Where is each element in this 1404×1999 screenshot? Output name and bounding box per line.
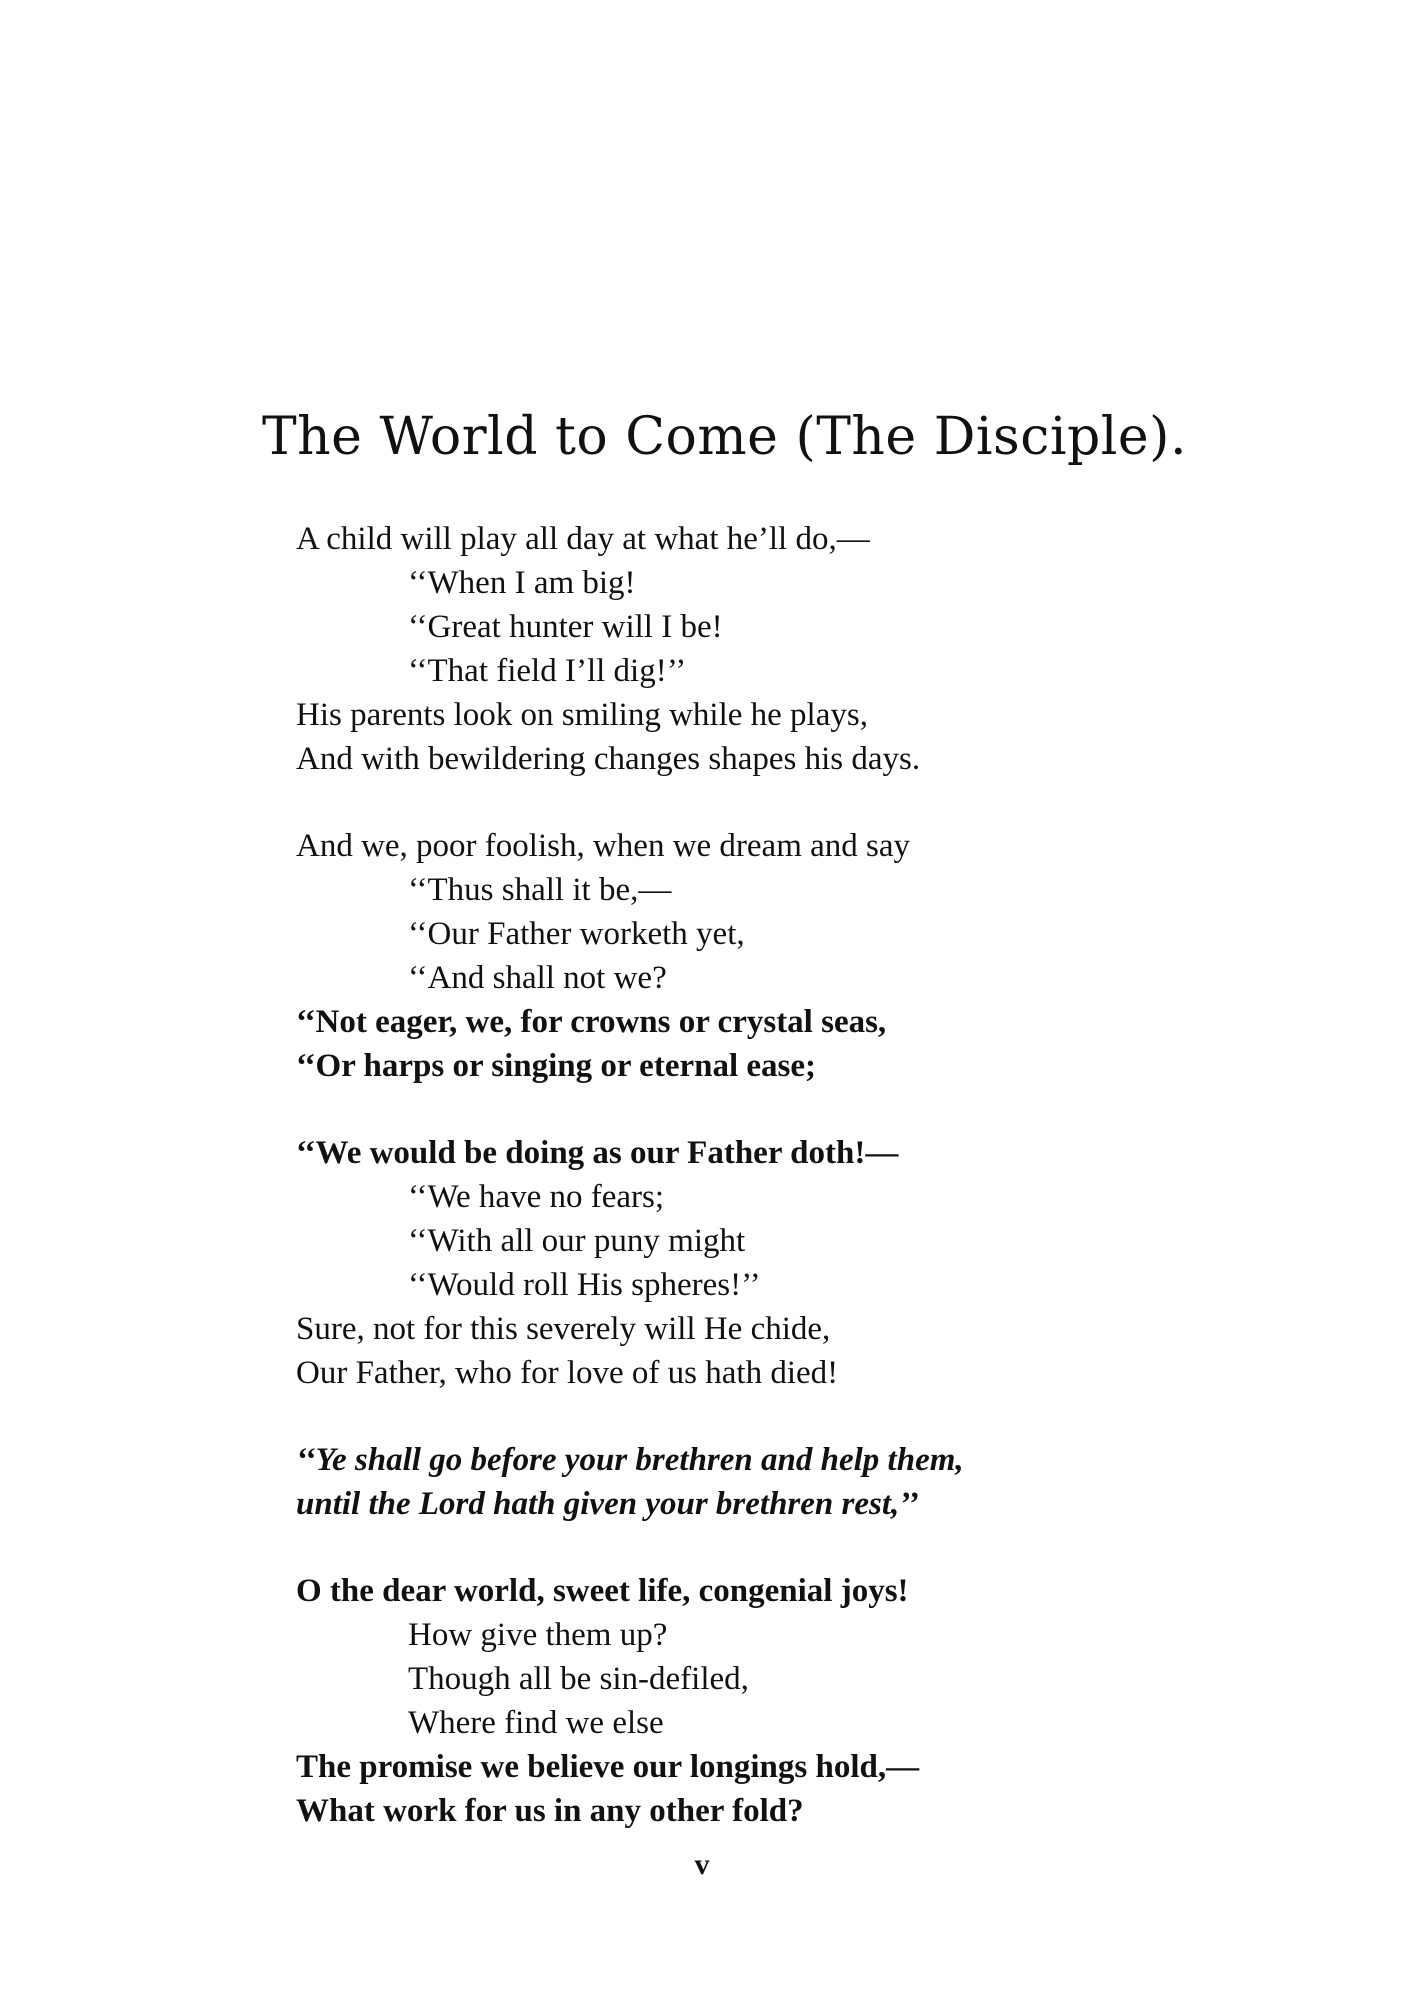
stanza-3: [296, 1131, 1346, 1395]
poem-line: ‘‘With all our puny might: [408, 1223, 746, 1259]
poem-line: ‘‘Not eager, we, for crowns or crystal seas,: [296, 1004, 887, 1040]
poem-line: How give them up?: [408, 1617, 668, 1653]
poem-title: The World to Come (The Disciple).: [262, 407, 1187, 467]
poem-line: ‘‘Our Father worketh yet,: [408, 916, 745, 952]
poem-line: ‘‘That field I’ll dig!’’: [408, 653, 687, 689]
poem-line: The promise we believe our longings hold,—: [296, 1749, 920, 1785]
poem-line: His parents look on smiling while he plays,: [296, 697, 868, 733]
scripture-quote: [296, 1438, 1346, 1526]
poem-line: O the dear world, sweet life, congenial joys!: [296, 1573, 909, 1609]
poem-line: ‘‘Great hunter will I be!: [408, 609, 723, 645]
poem-line: What work for us in any other fold?: [296, 1793, 804, 1829]
poem-line: ‘‘Or harps or singing or eternal ease;: [296, 1048, 817, 1084]
poem-line: And we, poor foolish, when we dream and say: [296, 828, 911, 864]
stanza-1: [296, 517, 1346, 781]
poem-line: ‘‘Thus shall it be,—: [408, 872, 672, 908]
quote-line: ‘‘Ye shall go before your brethren and help them,: [296, 1442, 964, 1478]
stanza-4: [296, 1569, 1346, 1833]
poem-line: Where find we else: [408, 1705, 664, 1741]
poem-line: ‘‘We have no fears;: [408, 1179, 665, 1215]
stanza-2: [296, 824, 1346, 1088]
quote-line: until the Lord hath given your brethren rest,’’: [296, 1486, 919, 1522]
poem-line: ‘‘And shall not we?: [408, 960, 667, 996]
poem-line: Though all be sin-defiled,: [408, 1661, 749, 1697]
poem-body: [296, 517, 1346, 1876]
poem-line: And with bewildering changes shapes his days.: [296, 741, 921, 777]
poem-line: Our Father, who for love of us hath died!: [296, 1355, 839, 1391]
poem-line: Sure, not for this severely will He chide,: [296, 1311, 831, 1347]
poem-line: ‘‘Would roll His spheres!’’: [408, 1267, 761, 1303]
poem-line: A child will play all day at what he’ll do,—: [296, 521, 870, 557]
poem-line: ‘‘We would be doing as our Father doth!—: [296, 1135, 899, 1171]
page-number: v: [694, 1848, 710, 1881]
poem-line: ‘‘When I am big!: [408, 565, 636, 601]
